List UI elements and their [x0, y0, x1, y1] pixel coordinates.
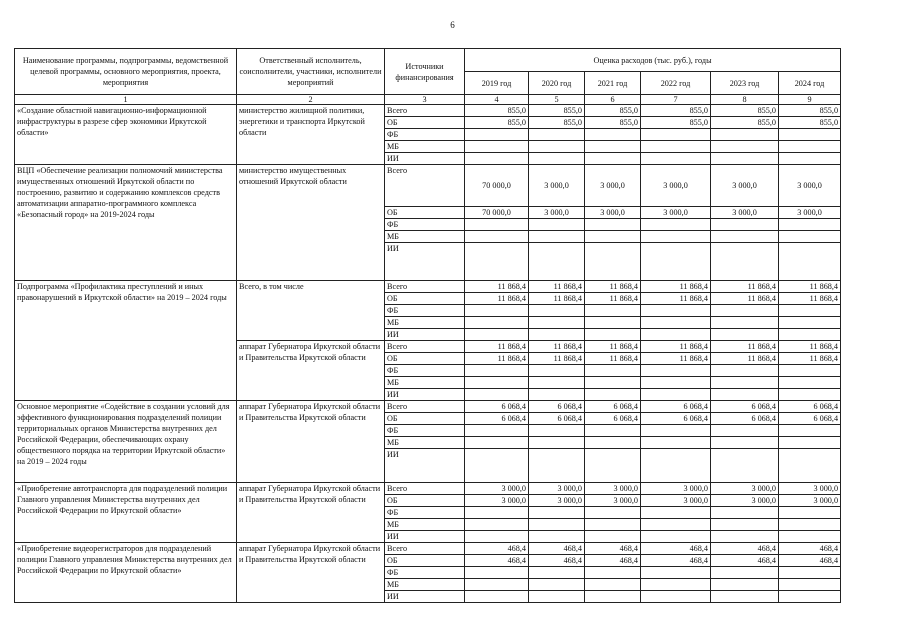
source-label: МБ: [385, 437, 465, 449]
executor: Всего, в том числе: [237, 281, 385, 341]
value-cell: 855,0: [529, 117, 585, 129]
value-cell: 855,0: [465, 117, 529, 129]
source-label: ИИ: [385, 449, 465, 483]
source-label: ОБ: [385, 495, 465, 507]
source-label: ОБ: [385, 555, 465, 567]
value-cell: 11 868,4: [465, 281, 529, 293]
source-label: ОБ: [385, 353, 465, 365]
value-cell: 3 000,0: [585, 165, 641, 207]
executor: аппарат Губернатора Иркутской области и Правительства Иркутской области: [237, 341, 385, 401]
value-cell: 855,0: [585, 117, 641, 129]
executor: аппарат Губернатора Иркутской области и Правительства Иркутской области: [237, 543, 385, 603]
header-costs: Оценка расходов (тыс. руб.), годы: [465, 49, 841, 72]
value-cell: 11 868,4: [465, 293, 529, 305]
column-number: 3: [385, 95, 465, 105]
value-cell: 11 868,4: [585, 293, 641, 305]
value-cell: 3 000,0: [641, 165, 711, 207]
value-cell: 3 000,0: [641, 207, 711, 219]
value-cell: 855,0: [641, 117, 711, 129]
source-label: ФБ: [385, 365, 465, 377]
activity-name: «Приобретение видеорегистраторов для подразделений полиции Главного управления Министерства внутренних дел Российской Федерации по Иркутской области»: [15, 543, 237, 603]
source-label: МБ: [385, 519, 465, 531]
value-cell: 3 000,0: [529, 495, 585, 507]
value-cell: 11 868,4: [529, 293, 585, 305]
column-number: 1: [15, 95, 237, 105]
value-cell: 6 068,4: [779, 401, 841, 413]
value-cell: 6 068,4: [465, 401, 529, 413]
value-cell: 468,4: [465, 555, 529, 567]
executor: аппарат Губернатора Иркутской области и Правительства Иркутской области: [237, 483, 385, 543]
source-label: Всего: [385, 105, 465, 117]
value-cell: 468,4: [779, 543, 841, 555]
value-cell: 855,0: [465, 105, 529, 117]
executor: министерство жилищной политики, энергетики и транспорта Иркутской области: [237, 105, 385, 165]
value-cell: 3 000,0: [465, 483, 529, 495]
column-number: 9: [779, 95, 841, 105]
value-cell: 70 000,0: [465, 207, 529, 219]
value-cell: 11 868,4: [711, 281, 779, 293]
source-label: МБ: [385, 141, 465, 153]
value-cell: 3 000,0: [711, 207, 779, 219]
value-cell: 11 868,4: [529, 341, 585, 353]
subprogram-name: Подпрограмма «Профилактика преступлений и иных правонарушений в Иркутской области» на 2019 – 2024 годы: [15, 281, 237, 401]
value-cell: 11 868,4: [585, 281, 641, 293]
program-name: ВЦП «Обеспечение реализации полномочий министерства имущественных отношений Иркутской области по построению, развитию и содержанию комплексов средств автоматизации аппаратно-программного комплекса «Безопасный город» на 2019-2024 годы: [15, 165, 237, 281]
value-cell: 11 868,4: [465, 341, 529, 353]
source-label: ИИ: [385, 329, 465, 341]
value-cell: 855,0: [711, 105, 779, 117]
value-cell: 855,0: [585, 105, 641, 117]
executor: министерство имущественных отношений Иркутской области: [237, 165, 385, 281]
source-label: Всего: [385, 483, 465, 495]
header-year: 2023 год: [711, 72, 779, 95]
value-cell: 855,0: [711, 117, 779, 129]
value-cell: 855,0: [779, 117, 841, 129]
value-cell: 3 000,0: [779, 483, 841, 495]
value-cell: 6 068,4: [465, 413, 529, 425]
value-cell: 11 868,4: [641, 281, 711, 293]
value-cell: 3 000,0: [779, 165, 841, 207]
column-number: 5: [529, 95, 585, 105]
header-year: 2024 год: [779, 72, 841, 95]
value-cell: 468,4: [641, 555, 711, 567]
value-cell: 11 868,4: [711, 293, 779, 305]
header-year: 2022 год: [641, 72, 711, 95]
value-cell: 468,4: [711, 543, 779, 555]
value-cell: 11 868,4: [779, 341, 841, 353]
value-cell: 3 000,0: [711, 165, 779, 207]
value-cell: 6 068,4: [585, 413, 641, 425]
source-label: ОБ: [385, 413, 465, 425]
value-cell: 468,4: [529, 543, 585, 555]
source-label: Всего: [385, 281, 465, 293]
value-cell: 11 868,4: [465, 353, 529, 365]
value-cell: 855,0: [641, 105, 711, 117]
value-cell: 468,4: [465, 543, 529, 555]
value-cell: 3 000,0: [711, 483, 779, 495]
header-executor: Ответственный исполнитель, соисполнители, участники, исполнители мероприятий: [237, 49, 385, 95]
value-cell: 6 068,4: [711, 413, 779, 425]
page-number: 6: [450, 20, 455, 30]
source-label: ОБ: [385, 207, 465, 219]
source-label: Всего: [385, 543, 465, 555]
source-label: ФБ: [385, 507, 465, 519]
column-number: 2: [237, 95, 385, 105]
source-label: ИИ: [385, 389, 465, 401]
value-cell: 3 000,0: [641, 495, 711, 507]
column-number: 4: [465, 95, 529, 105]
value-cell: 3 000,0: [529, 207, 585, 219]
source-label: ИИ: [385, 591, 465, 603]
value-cell: 11 868,4: [641, 293, 711, 305]
value-cell: 6 068,4: [641, 401, 711, 413]
value-cell: 11 868,4: [585, 353, 641, 365]
source-label: ФБ: [385, 219, 465, 231]
value-cell: 11 868,4: [529, 353, 585, 365]
value-cell: 468,4: [641, 543, 711, 555]
value-cell: 6 068,4: [529, 413, 585, 425]
value-cell: 468,4: [711, 555, 779, 567]
source-label: Всего: [385, 401, 465, 413]
source-label: ОБ: [385, 117, 465, 129]
executor: аппарат Губернатора Иркутской области и Правительства Иркутской области: [237, 401, 385, 483]
source-label: ОБ: [385, 293, 465, 305]
header-year: 2019 год: [465, 72, 529, 95]
value-cell: 3 000,0: [779, 495, 841, 507]
value-cell: 11 868,4: [641, 353, 711, 365]
value-cell: 468,4: [585, 543, 641, 555]
value-cell: 6 068,4: [779, 413, 841, 425]
value-cell: 3 000,0: [529, 165, 585, 207]
source-label: МБ: [385, 317, 465, 329]
value-cell: 11 868,4: [779, 281, 841, 293]
source-label: ИИ: [385, 243, 465, 281]
value-cell: 3 000,0: [585, 483, 641, 495]
value-cell: 11 868,4: [711, 353, 779, 365]
value-cell: 468,4: [779, 555, 841, 567]
column-number: 7: [641, 95, 711, 105]
header-name: Наименование программы, подпрограммы, ведомственной целевой программы, основного мероприятия, проекта, мероприятия: [15, 49, 237, 95]
value-cell: 11 868,4: [711, 341, 779, 353]
source-label: МБ: [385, 231, 465, 243]
header-year: 2021 год: [585, 72, 641, 95]
value-cell: 11 868,4: [779, 293, 841, 305]
activity-name: Основное мероприятие «Содействие в создании условий для эффективного функционирования подразделений полиции территориальных органов Министерства внутренних дел Российской Федерации, обеспечивающих охрану общественного порядка на территории Иркутской области» на 2019 – 2024 годы: [15, 401, 237, 483]
column-number: 8: [711, 95, 779, 105]
value-cell: 3 000,0: [779, 207, 841, 219]
source-label: МБ: [385, 579, 465, 591]
source-label: ИИ: [385, 531, 465, 543]
value-cell: 3 000,0: [585, 495, 641, 507]
column-number: 6: [585, 95, 641, 105]
value-cell: 70 000,0: [465, 165, 529, 207]
source-label: Всего: [385, 165, 465, 207]
value-cell: 855,0: [779, 105, 841, 117]
value-cell: 3 000,0: [465, 495, 529, 507]
value-cell: 468,4: [585, 555, 641, 567]
source-label: ФБ: [385, 129, 465, 141]
value-cell: 3 000,0: [641, 483, 711, 495]
value-cell: 3 000,0: [529, 483, 585, 495]
activity-name: «Приобретение автотранспорта для подразделений полиции Главного управления Министерства внутренних дел Российской Федерации по Иркутской области»: [15, 483, 237, 543]
source-label: Всего: [385, 341, 465, 353]
source-label: МБ: [385, 377, 465, 389]
value-cell: 11 868,4: [529, 281, 585, 293]
source-label: ИИ: [385, 153, 465, 165]
header-source: Источники финансирования: [385, 49, 465, 95]
source-label: ФБ: [385, 567, 465, 579]
source-label: ФБ: [385, 305, 465, 317]
budget-table: [14, 48, 841, 603]
source-label: ФБ: [385, 425, 465, 437]
value-cell: 468,4: [529, 555, 585, 567]
value-cell: 6 068,4: [641, 413, 711, 425]
value-cell: 6 068,4: [529, 401, 585, 413]
value-cell: 855,0: [529, 105, 585, 117]
value-cell: 11 868,4: [779, 353, 841, 365]
value-cell: 11 868,4: [585, 341, 641, 353]
value-cell: 6 068,4: [585, 401, 641, 413]
header-year: 2020 год: [529, 72, 585, 95]
value-cell: 11 868,4: [641, 341, 711, 353]
value-cell: 3 000,0: [585, 207, 641, 219]
program-name: «Создание областной навигационно-информационной инфраструктуры в разрезе сфер экономики Иркутской области»: [15, 105, 237, 165]
value-cell: 6 068,4: [711, 401, 779, 413]
value-cell: 3 000,0: [711, 495, 779, 507]
